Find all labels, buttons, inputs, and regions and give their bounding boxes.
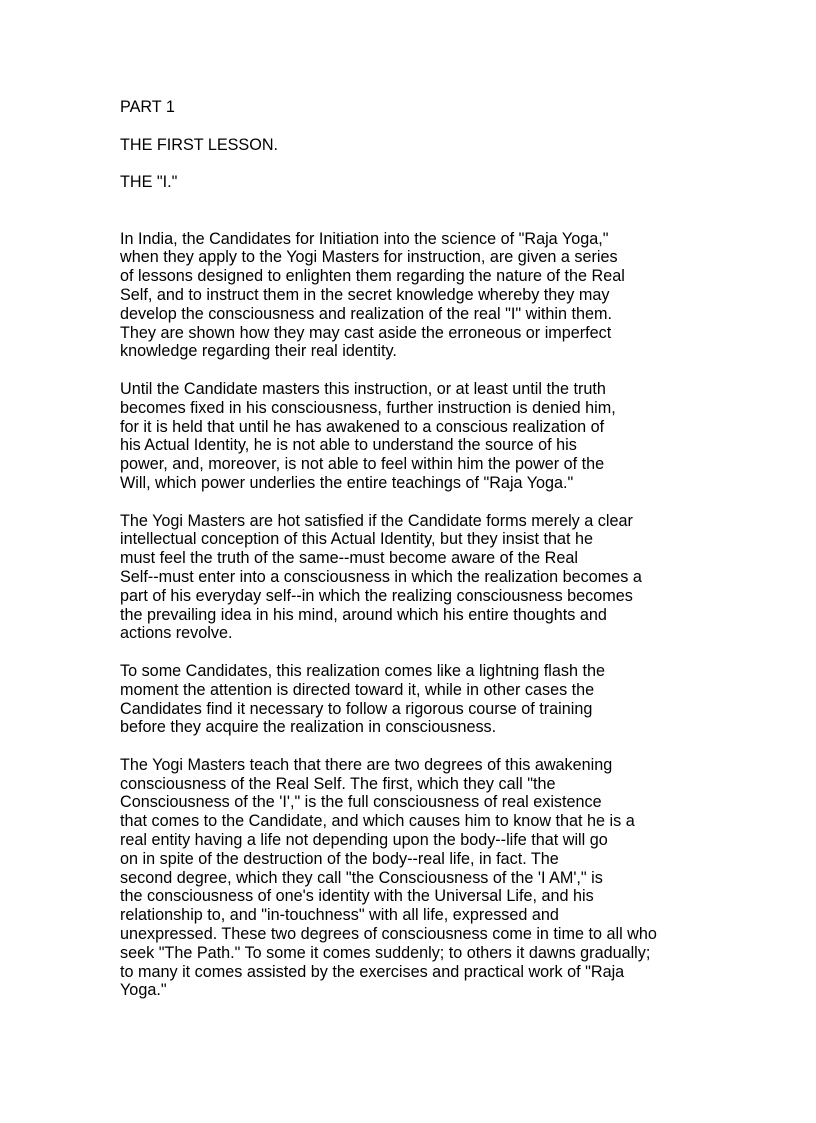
text-line: consciousness of the Real Self. The first, which they call "the bbox=[120, 774, 556, 793]
text-line: In India, the Candidates for Initiation into the science of "Raja Yoga," bbox=[120, 229, 609, 248]
paragraph-5 bbox=[120, 756, 720, 1000]
text-line: real entity having a life not depending upon the body--life that will go bbox=[120, 831, 608, 850]
text-line: to many it comes assisted by the exercises and practical work of "Raja bbox=[120, 962, 625, 981]
document-body bbox=[120, 98, 720, 1019]
text-line: of lessons designed to enlighten them regarding the nature of the Real bbox=[120, 267, 625, 286]
lesson-heading: THE FIRST LESSON. bbox=[120, 135, 279, 154]
text-line: intellectual conception of this Actual Identity, but they insist that he bbox=[120, 530, 594, 549]
text-line: the consciousness of one's identity with the Universal Life, and his bbox=[120, 887, 594, 906]
text-line: for it is held that until he has awakened to a conscious realization of bbox=[120, 417, 605, 436]
text-line: becomes fixed in his consciousness, further instruction is denied him, bbox=[120, 398, 616, 417]
paragraph-4 bbox=[120, 662, 720, 737]
text-line: must feel the truth of the same--must become aware of the Real bbox=[120, 549, 578, 568]
text-line: before they acquire the realization in consciousness. bbox=[120, 718, 497, 737]
text-line: The Yogi Masters teach that there are two degrees of this awakening bbox=[120, 755, 613, 774]
text-line: that comes to the Candidate, and which causes him to know that he is a bbox=[120, 812, 635, 831]
text-line: Consciousness of the 'I'," is the full consciousness of real existence bbox=[120, 793, 602, 812]
part-heading: PART 1 bbox=[120, 98, 175, 116]
text-line: Yoga." bbox=[120, 981, 167, 1000]
text-line: power, and, moreover, is not able to feel within him the power of the bbox=[120, 455, 605, 474]
text-line: moment the attention is directed toward it, while in other cases the bbox=[120, 680, 595, 699]
text-line: when they apply to the Yogi Masters for instruction, are given a series bbox=[120, 248, 618, 267]
text-line: develop the consciousness and realization of the real "I" within them. bbox=[120, 304, 613, 323]
text-line: Candidates find it necessary to follow a rigorous course of training bbox=[120, 699, 593, 718]
paragraph-1 bbox=[120, 230, 720, 362]
text-line: Will, which power underlies the entire teachings of "Raja Yoga." bbox=[120, 473, 574, 492]
text-line: unexpressed. These two degrees of consciousness come in time to all who bbox=[120, 925, 657, 944]
text-line: knowledge regarding their real identity. bbox=[120, 342, 397, 361]
text-line: To some Candidates, this realization comes like a lightning flash the bbox=[120, 661, 605, 680]
text-line: relationship to, and "in-touchness" with all life, expressed and bbox=[120, 906, 559, 925]
text-line: actions revolve. bbox=[120, 624, 233, 643]
text-line: The Yogi Masters are hot satisfied if the Candidate forms merely a clear bbox=[120, 511, 633, 530]
text-line: the prevailing idea in his mind, around which his entire thoughts and bbox=[120, 605, 607, 624]
text-line: Until the Candidate masters this instruction, or at least until the truth bbox=[120, 379, 606, 398]
text-line: seek "The Path." To some it comes suddenly; to others it dawns gradually; bbox=[120, 943, 651, 962]
subject-heading: THE "I." bbox=[120, 173, 178, 192]
text-line: Self, and to instruct them in the secret knowledge whereby they may bbox=[120, 285, 610, 304]
text-line: part of his everyday self--in which the realizing consciousness becomes bbox=[120, 586, 633, 605]
text-line: second degree, which they call "the Consciousness of the 'I AM'," is bbox=[120, 868, 603, 887]
paragraph-2 bbox=[120, 380, 720, 493]
text-line: Self--must enter into a consciousness in which the realization becomes a bbox=[120, 567, 642, 586]
text-line: his Actual Identity, he is not able to understand the source of his bbox=[120, 436, 577, 455]
text-line: on in spite of the destruction of the body--real life, in fact. The bbox=[120, 849, 559, 868]
text-line: They are shown how they may cast aside the erroneous or imperfect bbox=[120, 323, 612, 342]
paragraph-3 bbox=[120, 512, 720, 644]
